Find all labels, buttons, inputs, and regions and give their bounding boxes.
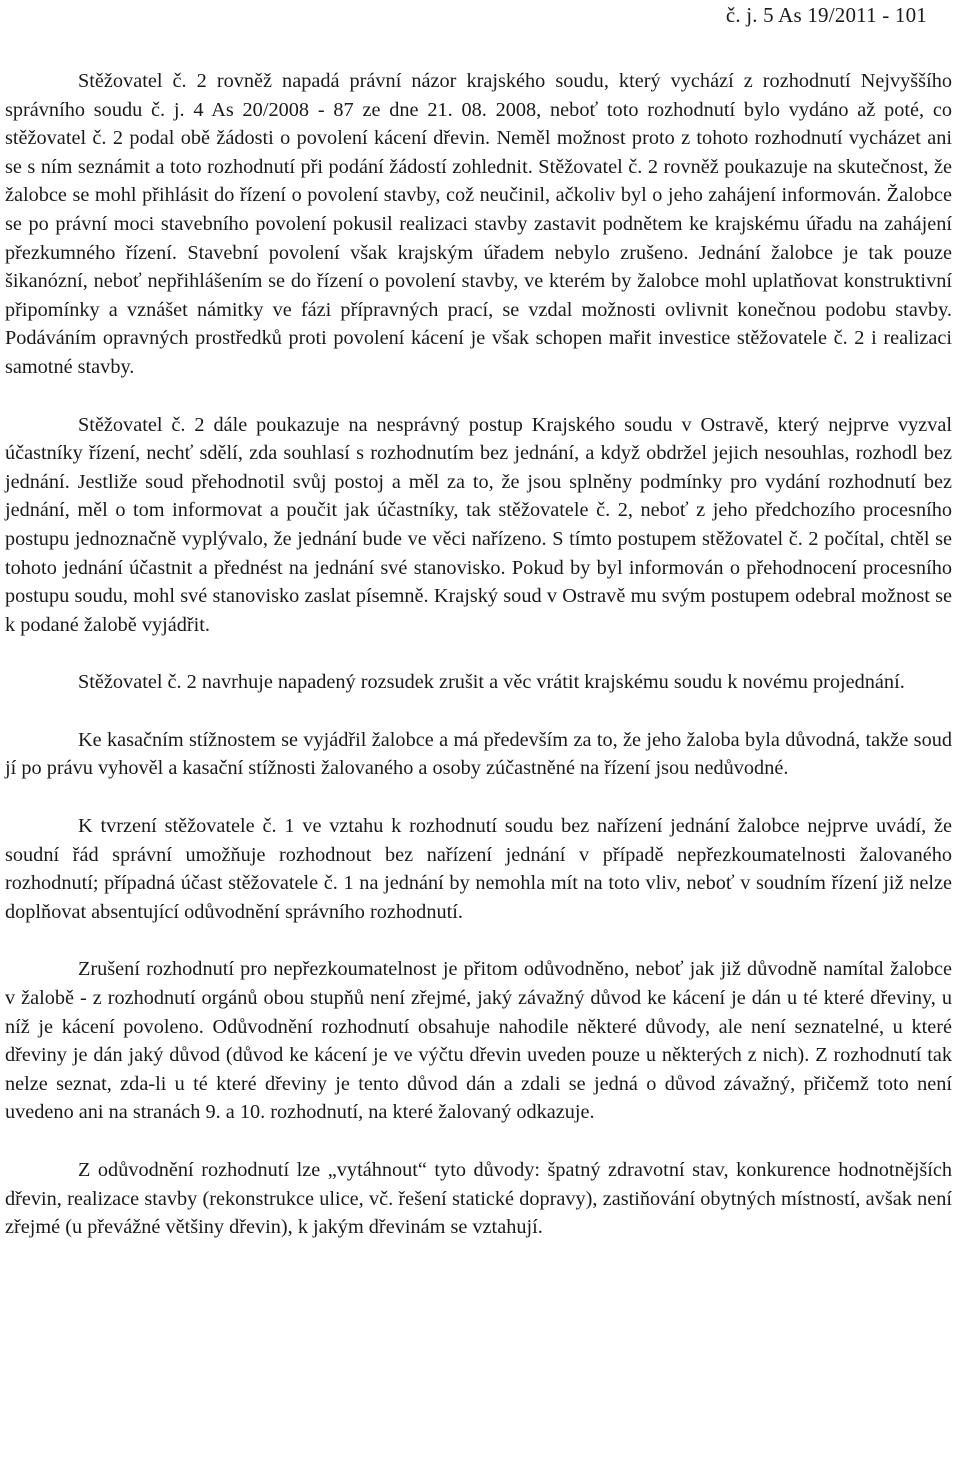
paragraph-7: Z odůvodnění rozhodnutí lze „vytáhnout“ tyto důvody: špatný zdravotní stav, konkurence hodnotnějších dřevin, realizace stavby (rekonstrukce ulice, vč. řešení statické dopravy), zastiňování obytných místností, avšak není zřejmé (u převážné většiny dřevin), k jakým dřevinám se vztahují. — [5, 1159, 952, 1239]
paragraph-6: Zrušení rozhodnutí pro nepřezkoumatelnost je přitom odůvodněno, neboť jak již důvodně namítal žalobce v žalobě - z rozhodnutí orgánů obou stupňů není zřejmé, jaký závažný důvod ke kácení je dán u té které dřeviny, u níž je kácení povoleno. Odůvodnění rozhodnutí obsahuje nahodile některé důvody, ale není seznatelné, u které dřeviny je dán jaký důvod (důvod ke kácení je ve výčtu dřevin uveden pouze u některých z nich). Z rozhodnutí tak nelze seznat, zda-li u té které dřeviny je tento důvod dán a zdali se jedná o důvod závažný, přičemž toto není uvedeno ani na stranách 9. a 10. rozhodnutí, na které žalovaný odkazuje. — [5, 958, 952, 1124]
paragraph-2: Stěžovatel č. 2 dále poukazuje na nesprávný postup Krajského soudu v Ostravě, který nejprve vyzval účastníky řízení, nechť sdělí, zda souhlasí s rozhodnutím bez jednání, a když obdržel jejich nesouhlas, rozhodl bez jednání. Jestliže soud přehodnotil svůj postoj a měl za to, že jsou splněny podmínky pro vydání rozhodnutí bez jednání, měl o tom informovat a poučit jak účastníky, tak stěžovatele č. 2, neboť z jeho předchozího procesního postupu jednoznačně vyplývalo, že jednání bude ve věci nařízeno. S tímto postupem stěžovatel č. 2 počítal, chtěl se tohoto jednání účastnit a přednést na jednání své stanovisko. Pokud by byl informován o přehodnocení procesního postupu soudu, mohl své stanovisko zaslat písemně. Krajský soud v Ostravě mu svým postupem odebral možnost se k podané žalobě vyjádřit. — [5, 413, 952, 636]
paragraph-4: Ke kasačním stížnostem se vyjádřil žalobce a má především za to, že jeho žaloba byla důvodná, takže soud jí po právu vyhověl a kasační stížnosti žalovaného a osoby zúčastněné na řízení jsou nedůvodné. — [5, 728, 952, 780]
case-reference-header: č. j. 5 As 19/2011 - 101 — [725, 3, 927, 27]
document-body — [5, 67, 952, 1242]
paragraph-1: Stěžovatel č. 2 rovněž napadá právní názor krajského soudu, který vychází z rozhodnutí Nejvyššího správního soudu č. j. 4 As 20/2008 - 87 ze dne 21. 08. 2008, neboť toto rozhodnutí bylo vydáno až poté, co stěžovatel č. 2 podal obě žádosti o povolení kácení dřevin. Neměl možnost proto z tohoto rozhodnutí vycházet ani se s ním seznámit a toto rozhodnutí při podání žádostí zohlednit. Stěžovatel č. 2 rovněž poukazuje na skutečnost, že žalobce se mohl přihlásit do řízení o povolení stavby, což neučinil, ačkoliv byl o jeho zahájení informován. Žalobce se po právní moci stavebního povolení pokusil realizaci stavby zastavit podnětem ke krajskému úřadu na zahájení přezkumného řízení. Stavební povolení však krajským úřadem nebylo zrušeno. Jednání žalobce je tak pouze šikanózní, neboť nepřihlášením se do řízení o povolení stavby, ve kterém by žalobce mohl uplatňovat konstruktivní připomínky a vznášet námitky ve fázi přípravných prací, se vzdal možnosti ovlivnit konečnou podobu stavby. Podáváním opravných prostředků proti povolení kácení je však schopen mařit investice stěžovatele č. 2 i realizaci samotné stavby. — [5, 70, 952, 378]
paragraph-5: K tvrzení stěžovatele č. 1 ve vztahu k rozhodnutí soudu bez nařízení jednání žalobce nejprve uvádí, že soudní řád správní umožňuje rozhodnout bez nařízení jednání v případě nepřezkoumatelnosti žalovaného rozhodnutí; případná účast stěžovatele č. 1 na jednání by nemohla mít na toto vliv, neboť v soudním řízení již nelze doplňovat absentující odůvodnění správního rozhodnutí. — [5, 815, 952, 923]
paragraph-3: Stěžovatel č. 2 navrhuje napadený rozsudek zrušit a věc vrátit krajskému soudu k novému projednání. — [78, 671, 905, 694]
